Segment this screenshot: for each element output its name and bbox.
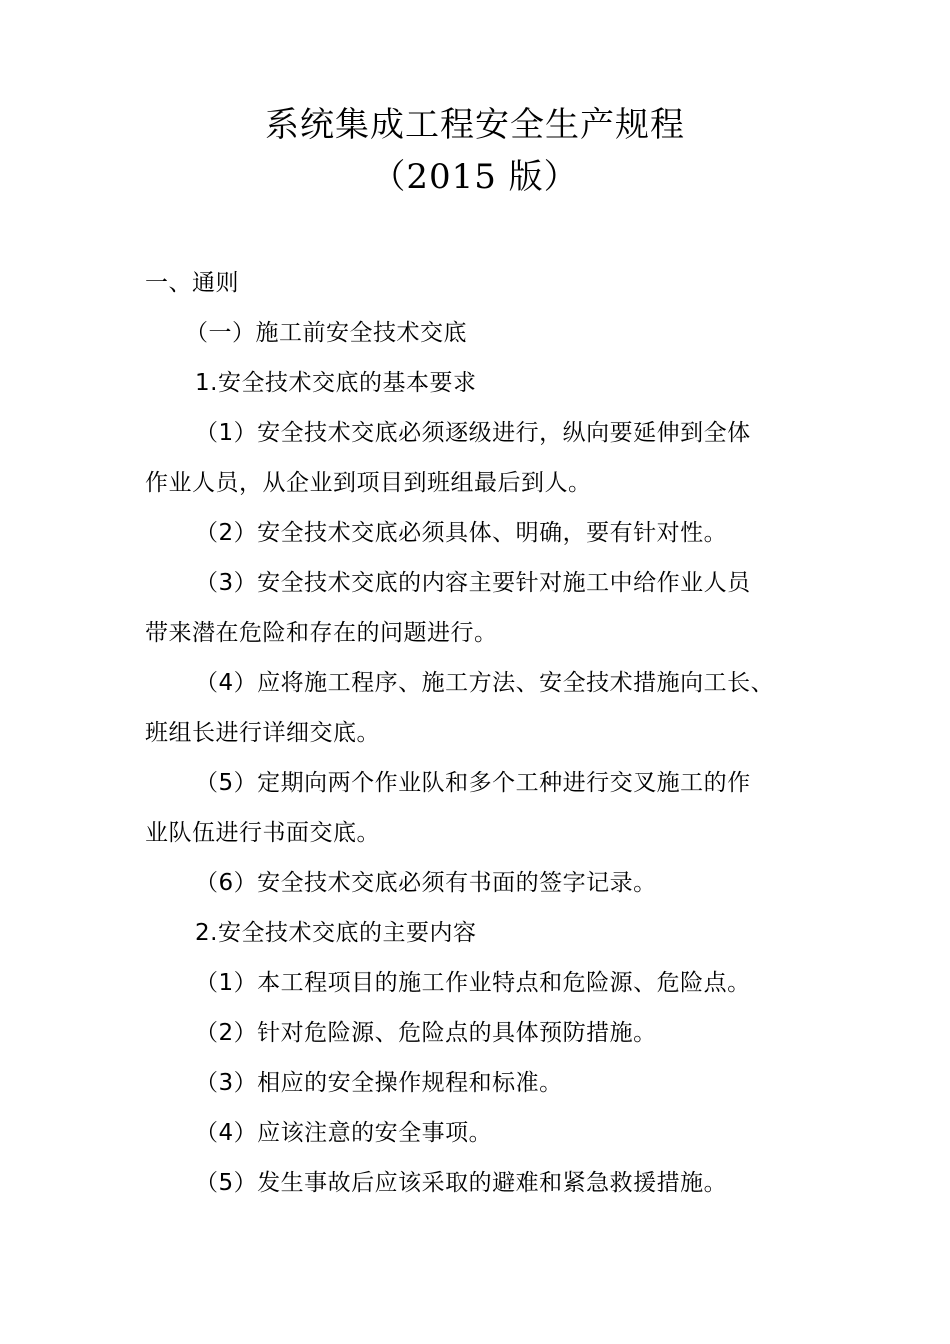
section-heading-general: 一、通则	[145, 270, 239, 296]
paragraph-line: （1）本工程项目的施工作业特点和危险源、危险点。	[195, 970, 751, 996]
subsection-heading-briefing: （一）施工前安全技术交底	[185, 320, 467, 346]
document-title: 系统集成工程安全生产规程	[265, 105, 685, 145]
paragraph-line: （3）安全技术交底的内容主要针对施工中给作业人员	[195, 570, 751, 596]
paragraph-line: 班组长进行详细交底。	[145, 720, 380, 746]
paragraph-line: 作业人员，从企业到项目到班组最后到人。	[145, 470, 592, 496]
item-heading-main-content: 2.安全技术交底的主要内容	[195, 920, 477, 946]
paragraph-line: （2）安全技术交底必须具体、明确，要有针对性。	[195, 520, 728, 546]
paragraph-line: （2）针对危险源、危险点的具体预防措施。	[195, 1020, 657, 1046]
paragraph-line: （4）应将施工程序、施工方法、安全技术措施向工长、	[195, 670, 775, 696]
paragraph-line: 带来潜在危险和存在的问题进行。	[145, 620, 498, 646]
paragraph-line: （3）相应的安全操作规程和标准。	[195, 1070, 563, 1096]
paragraph-line: （1）安全技术交底必须逐级进行，纵向要延伸到全体	[195, 420, 751, 446]
paragraph-line: （4）应该注意的安全事项。	[195, 1120, 493, 1146]
paragraph-line: （6）安全技术交底必须有书面的签字记录。	[195, 870, 657, 896]
paragraph-line: 业队伍进行书面交底。	[145, 820, 380, 846]
paragraph-line: （5）发生事故后应该采取的避难和紧急救援措施。	[195, 1170, 728, 1196]
paragraph-line: （5）定期向两个作业队和多个工种进行交叉施工的作	[195, 770, 751, 796]
document-subtitle: （2015 版）	[371, 157, 579, 197]
item-heading-basic-requirements: 1.安全技术交底的基本要求	[195, 370, 477, 396]
